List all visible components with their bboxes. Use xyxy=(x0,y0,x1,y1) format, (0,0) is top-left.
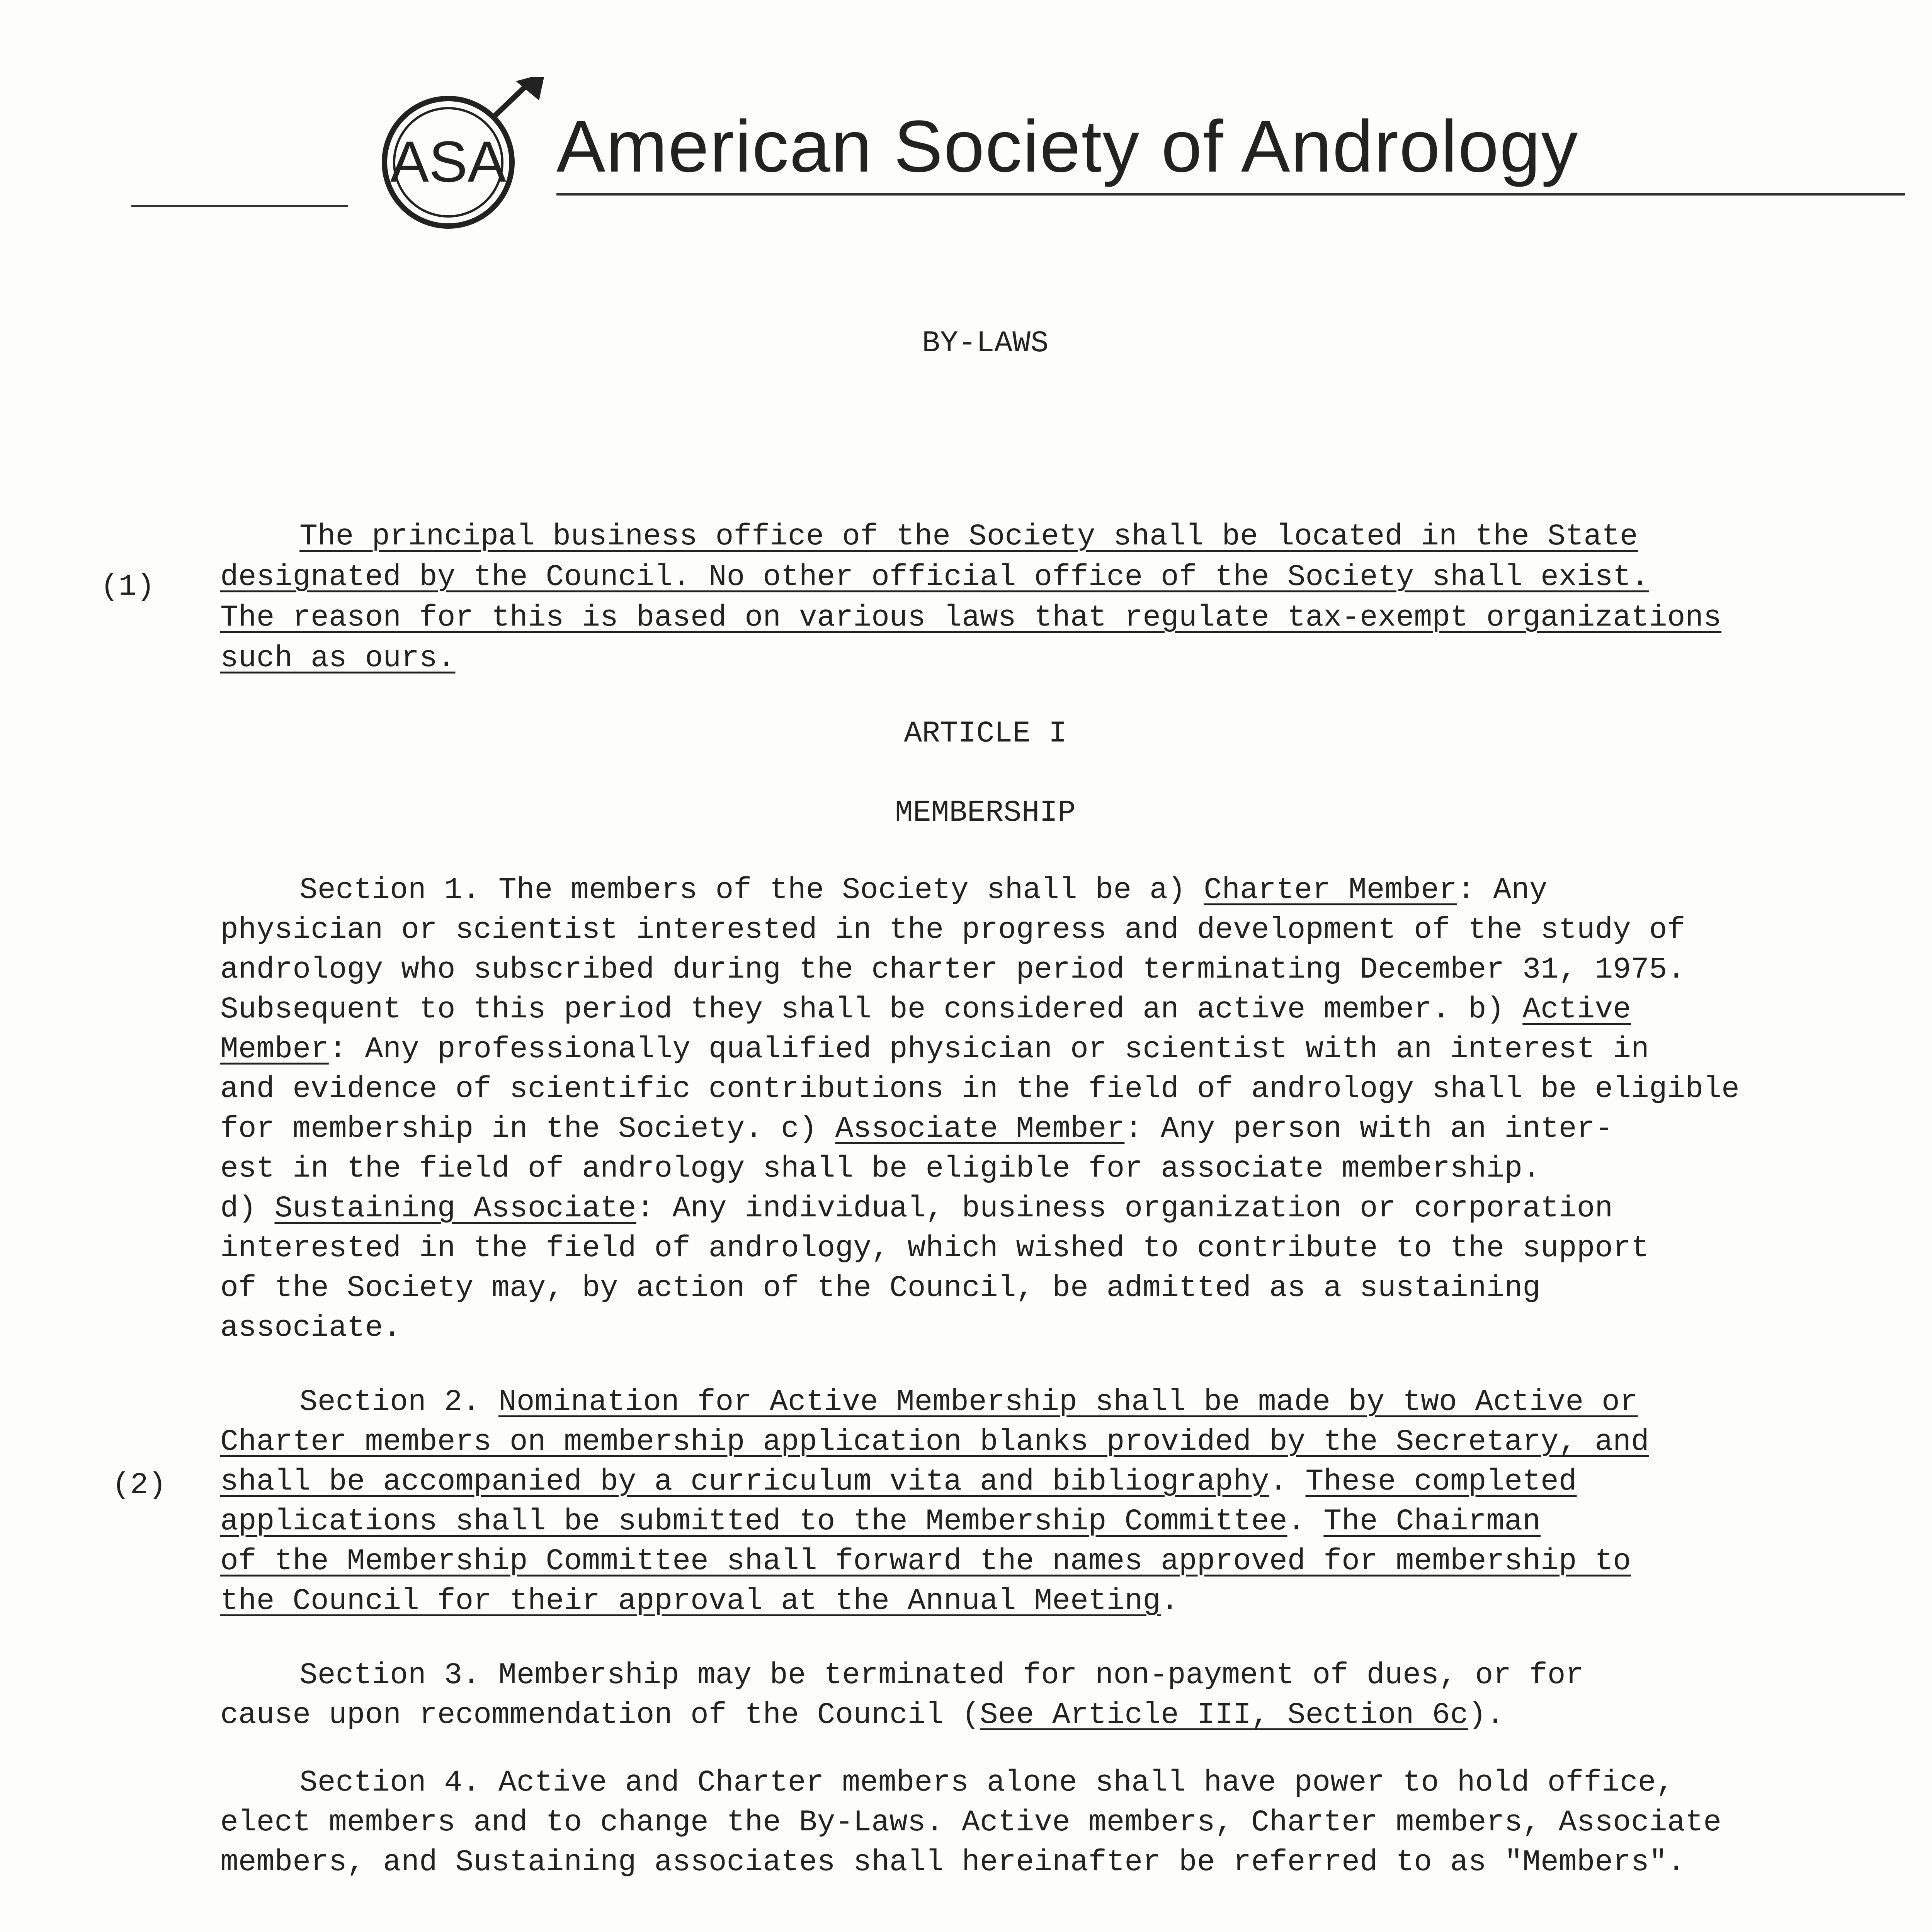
letterhead-rule-right xyxy=(556,193,1905,196)
a1s1-line-3: andrology who subscribed during the charter period terminating December 31, 1975. xyxy=(220,953,1685,987)
intro-line-3: The reason for this is based on various laws that regulate tax-exempt organizations xyxy=(220,601,1722,635)
a1s4-line-3: members, and Sustaining associates shall hereinafter be referred to as "Members". xyxy=(220,1845,1685,1879)
cross-reference: See Article III, Section 6c xyxy=(980,1698,1468,1732)
term-sustaining-associate: Sustaining Associate xyxy=(274,1192,636,1226)
a1s1-line-12: associate. xyxy=(220,1311,401,1345)
a1s1-line-4: Subsequent to this period they shall be considered an active member. b) Active xyxy=(220,993,1631,1027)
a1s1-line-5: Member: Any professionally qualified physician or scientist with an interest in xyxy=(220,1032,1649,1066)
a1s3-line-1: Section 3. Membership may be terminated for non-payment of dues, or for xyxy=(299,1658,1584,1692)
a1s1-line-6: and evidence of scientific contributions in the field of andrology shall be eligible xyxy=(220,1072,1740,1106)
a1s1-line-10: interested in the field of andrology, which wished to contribute to the support xyxy=(220,1231,1649,1265)
term-member: Member xyxy=(220,1032,329,1066)
asa-logo-icon xyxy=(375,77,556,232)
letterhead-rule-left xyxy=(131,205,348,207)
a1s2-line-6: the Council for their approval at the Annual Meeting. xyxy=(220,1584,1179,1618)
a1s1-line-1: Section 1. The members of the Society shall be a) Charter Member: Any xyxy=(299,873,1548,907)
term-charter-member: Charter Member xyxy=(1204,873,1457,907)
a1s1-line-11: of the Society may, by action of the Council, be admitted as a sustaining xyxy=(220,1271,1541,1305)
a1s2-line-2: Charter members on membership application blanks provided by the Secretary, and xyxy=(220,1425,1649,1459)
a1s2-line-1: Section 2. Nomination for Active Membership shall be made by two Active or xyxy=(299,1385,1638,1419)
margin-marker-1: (1) xyxy=(100,570,155,604)
a1s2-line-5: of the Membership Committee shall forward the names approved for membership to xyxy=(220,1544,1631,1578)
a1s1-line-2: physician or scientist interested in the progress and development of the study of xyxy=(220,913,1685,947)
term-active: Active xyxy=(1522,993,1631,1027)
a1s3-line-2: cause upon recommendation of the Council (See Article III, Section 6c). xyxy=(220,1698,1505,1732)
svg-text:ASA: ASA xyxy=(390,129,507,194)
a1s1-line-8: est in the field of andrology shall be eligible for associate membership. xyxy=(220,1152,1541,1186)
intro-line-2: designated by the Council. No other official office of the Society shall exist. xyxy=(220,560,1649,594)
margin-marker-2: (2) xyxy=(112,1468,167,1502)
a1s4-line-2: elect members and to change the By-Laws. Active members, Charter members, Associate xyxy=(220,1806,1722,1840)
a1s2-line-4: applications shall be submitted to the Membership Committee. The Chairman xyxy=(220,1505,1541,1539)
a1s1-line-7: for membership in the Society. c) Associate Member: Any person with an inter- xyxy=(220,1112,1613,1146)
a1s2-line-3: shall be accompanied by a curriculum vita and bibliography. These completed xyxy=(220,1465,1577,1499)
society-name: American Society of Andrology xyxy=(556,105,1579,187)
intro-line-1: The principal business office of the Society shall be located in the State xyxy=(299,520,1638,554)
term-associate-member: Associate Member xyxy=(835,1112,1125,1146)
article-1-heading: ARTICLE I xyxy=(904,717,1067,751)
document-title: BY-LAWS xyxy=(922,327,1049,361)
article-1-subheading: MEMBERSHIP xyxy=(895,796,1076,830)
intro-line-4: such as ours. xyxy=(220,641,456,675)
a1s1-line-9: d) Sustaining Associate: Any individual, business organization or corporation xyxy=(220,1192,1613,1226)
a1s4-line-1: Section 4. Active and Charter members alone shall have power to hold office, xyxy=(299,1766,1674,1800)
